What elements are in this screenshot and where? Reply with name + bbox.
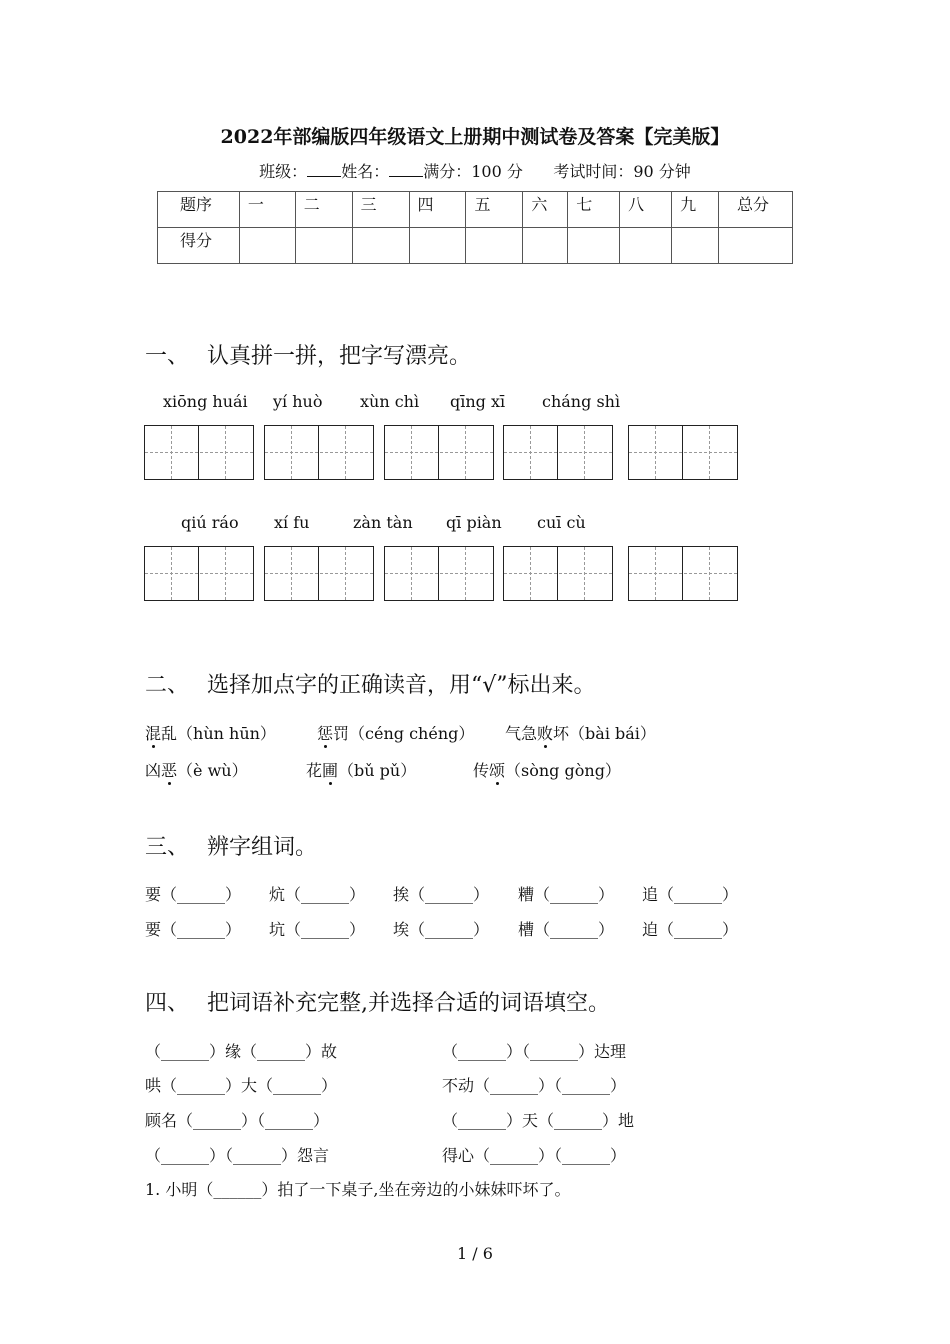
score-cell[interactable] — [466, 228, 523, 264]
word-blank[interactable]: 埃（______） — [393, 920, 490, 939]
word-blank[interactable]: 挨（______） — [393, 885, 490, 904]
section-4-heading: 四、 把词语补充完整,并选择合适的词语填空。 — [145, 991, 610, 1016]
table-cell: 五 — [466, 192, 523, 228]
pinyin-5: cháng shì — [542, 392, 621, 411]
section-3-heading: 三、 辨字组词。 — [145, 835, 318, 860]
exam-info — [0, 159, 950, 182]
word-blank[interactable]: 追（______） — [642, 885, 739, 904]
writing-grid[interactable] — [264, 546, 374, 601]
score-cell[interactable] — [672, 228, 719, 264]
table-cell: 八 — [620, 192, 672, 228]
score-cell[interactable] — [719, 228, 793, 264]
pinyin-9: qī piàn — [446, 513, 502, 532]
word-blank[interactable]: 糟（______） — [518, 885, 615, 904]
word-blank[interactable]: 坑（______） — [269, 920, 366, 939]
idiom-blank[interactable]: 顾名（______）（______） — [145, 1111, 330, 1130]
writing-grid[interactable] — [628, 425, 738, 480]
table-cell: 七 — [568, 192, 620, 228]
idiom-blank[interactable]: （______）（______）怨言 — [145, 1146, 330, 1165]
word-blank[interactable]: 迫（______） — [642, 920, 739, 939]
score-cell[interactable] — [409, 228, 466, 264]
class-blank — [307, 162, 341, 177]
score-cell[interactable] — [620, 228, 672, 264]
word-blank[interactable]: 炕（______） — [269, 885, 366, 904]
reading-item[interactable]: 气急败坏（bài bái） — [505, 721, 656, 744]
word-blank[interactable]: 要（______） — [145, 885, 242, 904]
score-value-row — [158, 228, 793, 264]
writing-grid[interactable] — [503, 546, 613, 601]
table-cell: 总分 — [719, 192, 793, 228]
pinyin-4: qīng xī — [450, 392, 506, 411]
score-cell[interactable] — [523, 228, 568, 264]
score-cell[interactable] — [295, 228, 352, 264]
score-header-row — [158, 192, 793, 228]
reading-item[interactable]: 传颂（sòng gòng） — [473, 758, 621, 781]
page-title: 2022年部编版四年级语文上册期中测试卷及答案【完美版】 — [220, 126, 730, 148]
idiom-blank[interactable]: （______）（______）达理 — [442, 1042, 627, 1061]
fill-sentence-1[interactable]: 1. 小明（______）拍了一下桌子,坐在旁边的小妹妹吓坏了。 — [145, 1180, 571, 1199]
table-cell: 题序 — [158, 192, 240, 228]
pinyin-7: xí fu — [274, 513, 310, 532]
table-cell: 得分 — [158, 228, 240, 264]
name-label: 姓名： — [341, 162, 390, 181]
writing-grid[interactable] — [384, 425, 494, 480]
class-label: 班级： — [259, 162, 308, 181]
reading-item[interactable]: 惩罚（céng chéng） — [317, 721, 474, 744]
pinyin-3: xùn chì — [360, 392, 420, 411]
idiom-blank[interactable]: 得心（______）（______） — [442, 1146, 627, 1165]
reading-item[interactable]: 凶恶（è wù） — [145, 758, 248, 781]
word-blank[interactable]: 要（______） — [145, 920, 242, 939]
reading-item[interactable]: 混乱（hùn hūn） — [145, 721, 276, 744]
exam-time: 考试时间：90 分钟 — [553, 162, 691, 181]
table-cell: 二 — [295, 192, 352, 228]
pinyin-8: zàn tàn — [353, 513, 413, 532]
score-cell[interactable] — [568, 228, 620, 264]
idiom-blank[interactable]: （______）天（______）地 — [442, 1111, 635, 1130]
idiom-blank[interactable]: 哄（______）大（______） — [145, 1076, 338, 1095]
score-cell[interactable] — [352, 228, 409, 264]
writing-grid[interactable] — [384, 546, 494, 601]
table-cell: 九 — [672, 192, 719, 228]
section-1-heading: 一、 认真拼一拼，把字写漂亮。 — [145, 344, 472, 369]
full-score: 满分：100 分 — [423, 162, 523, 181]
idiom-blank[interactable]: （______）缘（______）故 — [145, 1042, 338, 1061]
pinyin-2: yí huò — [273, 392, 323, 411]
table-cell: 六 — [523, 192, 568, 228]
table-cell: 四 — [409, 192, 466, 228]
writing-grid[interactable] — [144, 425, 254, 480]
reading-item[interactable]: 花圃（bǔ pǔ） — [306, 758, 416, 781]
word-blank[interactable]: 槽（______） — [518, 920, 615, 939]
pinyin-10: cuī cù — [537, 513, 586, 532]
pinyin-1: xiōng huái — [163, 392, 248, 411]
section-2-heading: 二、 选择加点字的正确读音，用“√”标出来。 — [145, 673, 596, 698]
writing-grid[interactable] — [628, 546, 738, 601]
score-cell[interactable] — [239, 228, 295, 264]
writing-grid[interactable] — [144, 546, 254, 601]
writing-grid[interactable] — [264, 425, 374, 480]
writing-grid[interactable] — [503, 425, 613, 480]
pinyin-6: qiú ráo — [181, 513, 239, 532]
table-cell: 三 — [352, 192, 409, 228]
idiom-blank[interactable]: 不动（______）（______） — [442, 1076, 627, 1095]
name-blank — [389, 162, 423, 177]
score-table — [157, 191, 793, 264]
table-cell: 一 — [239, 192, 295, 228]
page-number: 1 / 6 — [457, 1244, 493, 1263]
